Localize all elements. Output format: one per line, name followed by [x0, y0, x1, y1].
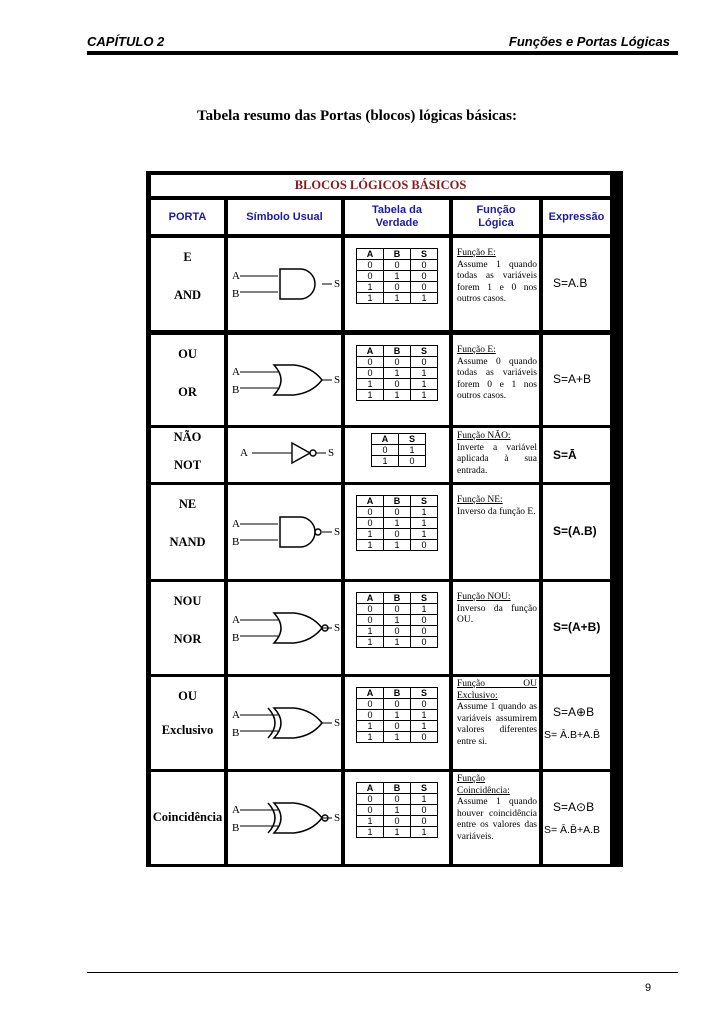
- truth-table: [356, 345, 438, 401]
- truth-row: [357, 794, 438, 805]
- truth-cell: 1: [384, 518, 411, 529]
- truth-row: [357, 282, 438, 293]
- truth-cell: 0: [399, 456, 426, 467]
- truth-cell: 0: [357, 518, 384, 529]
- truth-row: [357, 293, 438, 304]
- function-title: Função NE:: [457, 495, 503, 505]
- truth-row: [357, 626, 438, 637]
- svg-text:A: A: [232, 270, 240, 282]
- column-header-funcao: Função Lógica: [453, 200, 539, 234]
- not-gate-icon: [232, 436, 342, 476]
- truth-cell: 1: [357, 379, 384, 390]
- nor-gate-icon: [232, 608, 342, 648]
- gate-name: E: [183, 250, 192, 264]
- svg-text:S: S: [334, 622, 341, 634]
- page-number: 9: [645, 982, 652, 994]
- truth-cell: 1: [411, 710, 438, 721]
- footer-rule: [87, 972, 678, 973]
- xor-gate-icon: [232, 703, 342, 743]
- truth-cell: B: [384, 688, 411, 699]
- truth-cell: A: [357, 496, 384, 507]
- truth-cell: 0: [384, 357, 411, 368]
- truth-row: [357, 805, 438, 816]
- section-label: Funções e Portas Lógicas: [508, 34, 670, 49]
- truth-cell: 0: [384, 529, 411, 540]
- truth-cell: 1: [384, 710, 411, 721]
- truth-cell: 1: [357, 390, 384, 401]
- truth-cell: 0: [411, 282, 438, 293]
- truth-cell: 0: [411, 699, 438, 710]
- svg-text:A: A: [240, 447, 248, 459]
- svg-text:A: A: [232, 804, 240, 816]
- function-description: [457, 345, 537, 403]
- table-caption: Tabela resumo das Portas (blocos) lógicas básicas:: [197, 108, 518, 124]
- gate-name-en: NOR: [173, 632, 202, 646]
- gate-name-en: Exclusivo: [161, 723, 214, 737]
- function-text: Assume 0 quando todas as variáveis forem 0 e 1 nos outros casos.: [457, 356, 537, 401]
- function-title: Função Coincidência:: [457, 774, 510, 796]
- gate-name-en: AND: [173, 288, 202, 302]
- truth-table: [356, 248, 438, 304]
- truth-row: [357, 496, 438, 507]
- chapter-label: CAPÍTULO 2: [87, 34, 165, 49]
- truth-cell: 0: [357, 271, 384, 282]
- function-text: Assume 1 quando as variáveis assumirem valores diferentes entre si.: [457, 702, 537, 747]
- svg-text:B: B: [232, 727, 240, 739]
- gate-name: NOU: [173, 594, 202, 608]
- truth-cell: 0: [411, 637, 438, 648]
- function-title: Função NÃO:: [457, 431, 511, 441]
- truth-cell: 1: [399, 445, 426, 456]
- gate-name-en: NOT: [173, 458, 202, 472]
- truth-cell: 0: [357, 368, 384, 379]
- truth-cell: 1: [357, 282, 384, 293]
- truth-cell: 1: [357, 626, 384, 637]
- expression-expanded: S= Ā.B+A.B̄: [544, 729, 601, 741]
- truth-cell: S: [411, 496, 438, 507]
- nand-gate-icon: [232, 512, 342, 552]
- truth-row: [357, 615, 438, 626]
- truth-cell: S: [411, 783, 438, 794]
- truth-cell: 1: [357, 293, 384, 304]
- truth-cell: S: [411, 688, 438, 699]
- truth-row: [357, 593, 438, 604]
- truth-cell: 1: [411, 794, 438, 805]
- column-header-expressao: Expressão: [543, 200, 610, 234]
- truth-table: [356, 782, 438, 838]
- truth-cell: 1: [411, 507, 438, 518]
- truth-cell: 1: [411, 518, 438, 529]
- truth-cell: 0: [384, 507, 411, 518]
- truth-row: [357, 379, 438, 390]
- truth-cell: 1: [384, 368, 411, 379]
- function-text: Inverso da função OU.: [457, 603, 537, 625]
- truth-cell: 0: [384, 604, 411, 615]
- svg-text:A: A: [232, 709, 240, 721]
- truth-cell: 0: [357, 604, 384, 615]
- svg-text:A: A: [232, 366, 240, 378]
- table-title: BLOCOS LÓGICOS BÁSICOS: [151, 175, 610, 196]
- truth-row: [357, 507, 438, 518]
- expression: S=(A+B): [553, 620, 601, 634]
- truth-cell: 0: [411, 357, 438, 368]
- function-title: Função NOU:: [457, 592, 511, 602]
- truth-row: [357, 688, 438, 699]
- truth-row: [357, 249, 438, 260]
- truth-cell: A: [357, 593, 384, 604]
- truth-cell: 1: [411, 390, 438, 401]
- truth-cell: 1: [384, 271, 411, 282]
- truth-cell: S: [411, 593, 438, 604]
- truth-row: [357, 529, 438, 540]
- gate-name: NÃO: [173, 430, 202, 444]
- truth-cell: 0: [384, 379, 411, 390]
- truth-cell: 0: [384, 794, 411, 805]
- truth-cell: B: [384, 593, 411, 604]
- truth-cell: A: [372, 434, 399, 445]
- truth-row: [357, 699, 438, 710]
- truth-row: [357, 518, 438, 529]
- truth-cell: A: [357, 249, 384, 260]
- truth-cell: 0: [411, 732, 438, 743]
- svg-text:A: A: [232, 614, 240, 626]
- truth-cell: S: [411, 249, 438, 260]
- and-gate-icon: [232, 264, 342, 304]
- truth-row: [357, 637, 438, 648]
- truth-cell: 0: [411, 271, 438, 282]
- truth-cell: 0: [411, 816, 438, 827]
- truth-cell: 0: [384, 626, 411, 637]
- truth-cell: 0: [384, 699, 411, 710]
- truth-table: [356, 592, 438, 648]
- truth-row: [357, 390, 438, 401]
- expression: S=Ā: [553, 448, 577, 462]
- truth-cell: 1: [411, 293, 438, 304]
- svg-text:B: B: [232, 632, 240, 644]
- truth-cell: 1: [357, 721, 384, 732]
- svg-text:B: B: [232, 384, 240, 396]
- truth-cell: 0: [357, 699, 384, 710]
- expression: S=A.B: [553, 276, 588, 290]
- svg-text:S: S: [334, 374, 341, 386]
- svg-text:A: A: [232, 518, 240, 530]
- truth-cell: 1: [384, 805, 411, 816]
- truth-cell: 1: [357, 540, 384, 551]
- gate-name: NE: [178, 497, 197, 511]
- truth-cell: 0: [384, 816, 411, 827]
- truth-cell: A: [357, 783, 384, 794]
- expression: S=A⊕B: [553, 705, 595, 719]
- function-title: Função E:: [457, 345, 496, 355]
- function-title: Função E:: [457, 248, 496, 258]
- gate-name-en: OR: [178, 385, 197, 399]
- function-description: [457, 679, 537, 748]
- truth-cell: 0: [411, 260, 438, 271]
- truth-cell: S: [399, 434, 426, 445]
- truth-cell: 1: [411, 368, 438, 379]
- svg-text:S: S: [334, 526, 341, 538]
- truth-table: [356, 687, 438, 743]
- truth-cell: 0: [384, 721, 411, 732]
- truth-cell: 1: [384, 390, 411, 401]
- gate-name: OU: [178, 689, 197, 703]
- truth-row: [372, 445, 426, 456]
- truth-cell: 0: [372, 445, 399, 456]
- truth-cell: 1: [357, 827, 384, 838]
- truth-row: [372, 456, 426, 467]
- truth-cell: 0: [357, 805, 384, 816]
- truth-row: [357, 710, 438, 721]
- function-description: [457, 774, 537, 843]
- gate-name: OU: [178, 347, 197, 361]
- truth-row: [357, 604, 438, 615]
- expression-expanded: S= Ā.B̄+A.B: [544, 824, 601, 836]
- svg-text:B: B: [232, 288, 240, 300]
- column-header-tabela: Tabela da Verdade: [345, 200, 449, 234]
- truth-cell: 1: [384, 637, 411, 648]
- truth-row: [357, 827, 438, 838]
- expression: S=A+B: [553, 372, 592, 386]
- truth-cell: 1: [411, 604, 438, 615]
- function-text: Inverte a variável aplicada à sua entrada.: [457, 442, 537, 476]
- truth-cell: 1: [384, 615, 411, 626]
- function-title: Função OU Exclusivo:: [457, 679, 537, 701]
- svg-text:S: S: [334, 278, 341, 290]
- truth-cell: 1: [411, 721, 438, 732]
- header-rule: [87, 51, 678, 55]
- truth-row: [357, 260, 438, 271]
- truth-cell: A: [357, 688, 384, 699]
- truth-cell: 1: [411, 379, 438, 390]
- truth-cell: 0: [411, 615, 438, 626]
- gate-name: Coincidência: [152, 810, 223, 824]
- truth-cell: 1: [384, 293, 411, 304]
- column-header-simbolo: Símbolo Usual: [228, 200, 341, 234]
- truth-cell: S: [411, 346, 438, 357]
- truth-cell: 1: [372, 456, 399, 467]
- truth-row: [357, 271, 438, 282]
- truth-cell: 0: [357, 794, 384, 805]
- truth-cell: A: [357, 346, 384, 357]
- gate-name-en: NAND: [169, 535, 206, 549]
- truth-cell: 0: [384, 282, 411, 293]
- column-header-porta: PORTA: [151, 200, 224, 234]
- table-cell: [543, 772, 610, 864]
- svg-text:S: S: [328, 447, 335, 459]
- truth-table: [371, 433, 426, 467]
- function-description: [457, 431, 537, 477]
- truth-cell: 1: [357, 529, 384, 540]
- truth-row: [357, 540, 438, 551]
- truth-cell: B: [384, 346, 411, 357]
- truth-cell: 1: [357, 816, 384, 827]
- truth-cell: 0: [357, 357, 384, 368]
- truth-row: [357, 732, 438, 743]
- truth-cell: 1: [357, 637, 384, 648]
- svg-text:S: S: [334, 812, 341, 824]
- truth-row: [372, 434, 426, 445]
- function-description: [457, 592, 537, 627]
- truth-row: [357, 346, 438, 357]
- truth-cell: 0: [357, 507, 384, 518]
- truth-cell: 1: [384, 540, 411, 551]
- function-text: Assume 1 quando houver coincidência entre os valores das variáveis.: [457, 797, 537, 842]
- truth-cell: 1: [384, 732, 411, 743]
- truth-cell: B: [384, 496, 411, 507]
- function-text: Assume 1 quando todas as variáveis forem 1 e 0 nos outros casos.: [457, 259, 537, 304]
- truth-cell: 0: [411, 540, 438, 551]
- xnor-gate-icon: [232, 798, 342, 838]
- truth-cell: 1: [411, 827, 438, 838]
- truth-cell: 1: [384, 827, 411, 838]
- truth-table: [356, 495, 438, 551]
- truth-cell: B: [384, 783, 411, 794]
- truth-row: [357, 368, 438, 379]
- truth-cell: 0: [384, 260, 411, 271]
- truth-row: [357, 816, 438, 827]
- table-cell: [543, 677, 610, 769]
- truth-cell: 0: [411, 626, 438, 637]
- truth-cell: 1: [357, 732, 384, 743]
- expression: S=(A.B): [553, 524, 597, 538]
- svg-text:S: S: [334, 717, 341, 729]
- truth-row: [357, 721, 438, 732]
- truth-row: [357, 357, 438, 368]
- truth-cell: 0: [357, 260, 384, 271]
- or-gate-icon: [232, 360, 342, 400]
- truth-cell: 0: [411, 805, 438, 816]
- function-text: Inverso da função E.: [457, 506, 536, 517]
- truth-cell: 0: [357, 615, 384, 626]
- truth-row: [357, 783, 438, 794]
- truth-cell: 0: [357, 710, 384, 721]
- function-description: [457, 248, 537, 306]
- function-description: [457, 495, 537, 518]
- svg-text:B: B: [232, 536, 240, 548]
- truth-cell: B: [384, 249, 411, 260]
- expression: S=A⊙B: [553, 800, 595, 814]
- truth-cell: 1: [411, 529, 438, 540]
- svg-text:B: B: [232, 822, 240, 834]
